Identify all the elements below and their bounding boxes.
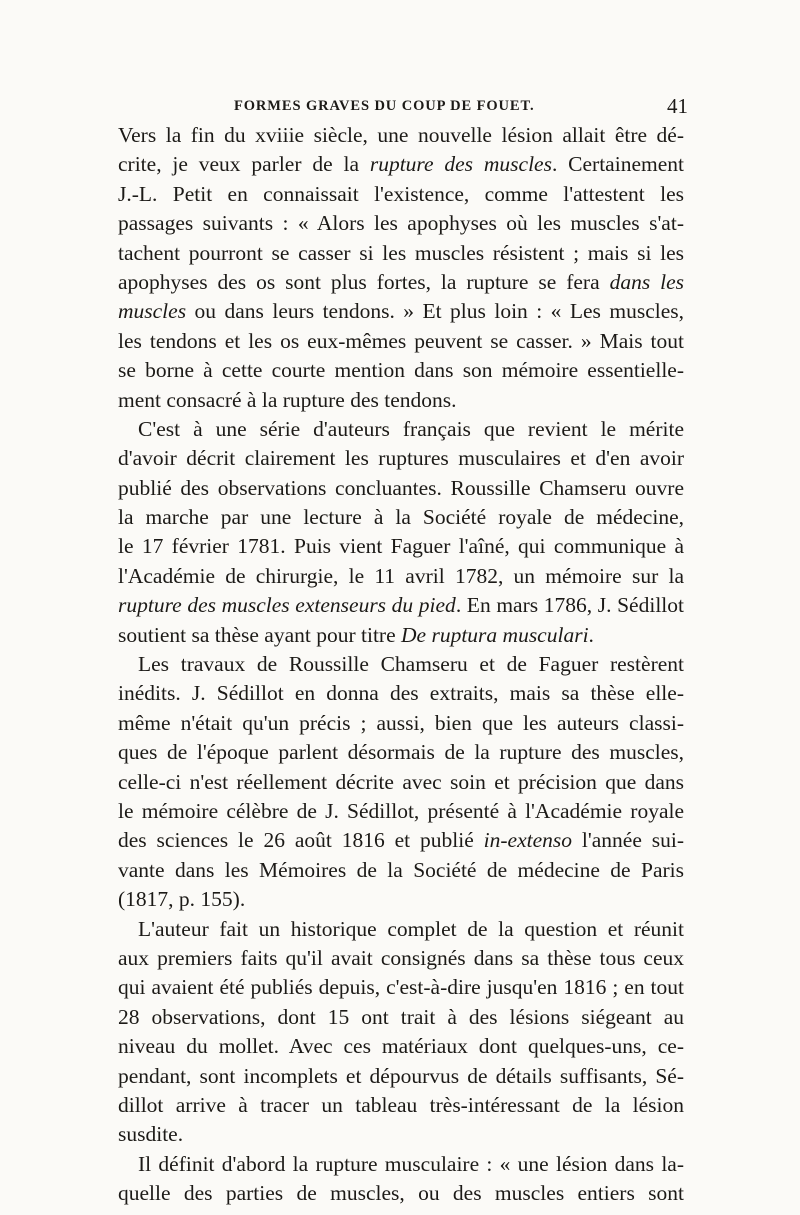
text-run: ou dans leurs tendons. » Et plus loin : « Les muscles,	[186, 299, 684, 324]
text-run: se borne à cette courte mention dans son mémoire essentielle-	[118, 358, 684, 383]
text-run: d'avoir décrit clairement les ruptures musculaires et d'en avoir	[118, 446, 684, 471]
text-run: crite, je veux parler de la	[118, 152, 370, 177]
text-line	[118, 356, 684, 385]
text-run: Vers la fin du xviiie siècle, une nouvelle lésion allait être dé-	[118, 123, 684, 147]
text-run: (1817, p. 155).	[118, 887, 246, 912]
text-run: 28 observations, dont 15 ont trait à des lésions siégeant au	[118, 1004, 684, 1029]
text-line	[118, 797, 684, 826]
text-run: Il définit d'abord la rupture musculaire : « une lésion dans la-	[138, 1151, 684, 1176]
text-run: Les travaux de Roussille Chamseru et de Faguer restèrent	[138, 652, 684, 677]
text-line	[118, 327, 684, 356]
text-run: ques de l'époque parlent désormais de la rupture des muscles,	[118, 740, 684, 765]
text-run: tachent pourront se casser si les muscles résistent ; mais si les	[118, 240, 684, 265]
text-run: l'Académie de chirurgie, le 11 avril 1782, un mémoire sur la	[118, 563, 684, 588]
text-run: . En mars 1786, J. Sédillot	[455, 593, 684, 618]
text-line	[118, 1003, 684, 1032]
text-run: L'auteur fait un historique complet de la question et réunit	[138, 916, 684, 941]
running-title: FORMES GRAVES DU COUP DE FOUET.	[234, 98, 535, 114]
text-line	[118, 738, 684, 767]
text-run: C'est à une série d'auteurs français que revient le mérite	[138, 416, 684, 441]
text-line	[118, 1032, 684, 1061]
text-run: publié des observations concluantes. Roussille Chamseru ouvre	[118, 475, 684, 500]
text-line	[118, 415, 684, 444]
italic-text: in-extenso	[483, 828, 572, 853]
text-run: le 17 février 1781. Puis vient Faguer l'aîné, qui communique à	[118, 534, 684, 559]
text-line	[118, 209, 684, 238]
text-run: qui avaient été publiés depuis, c'est-à-dire jusqu'en 1816 ; en tout	[118, 975, 684, 1000]
body-text	[118, 121, 684, 1208]
text-run: susdite.	[118, 1122, 184, 1147]
italic-text: rupture des muscles	[369, 152, 552, 177]
text-run: quelle des parties de muscles, ou des muscles entiers sont	[118, 1181, 684, 1206]
text-line	[118, 532, 684, 561]
italic-text: dans les	[609, 269, 684, 294]
text-line	[118, 944, 684, 973]
text-run: le mémoire célèbre de J. Sédillot, présenté à l'Académie royale	[118, 798, 684, 823]
text-run: niveau du mollet. Avec ces matériaux dont quelques-uns, ce-	[118, 1034, 684, 1059]
text-line	[118, 1150, 684, 1179]
text-line	[118, 1179, 684, 1208]
text-line	[118, 268, 684, 297]
italic-text: muscles	[118, 299, 187, 324]
text-run: inédits. J. Sédillot en donna des extraits, mais sa thèse elle-	[118, 681, 684, 706]
text-run: dillot arrive à tracer un tableau très-intéressant de la lésion	[118, 1092, 684, 1117]
text-line	[118, 1120, 684, 1149]
text-line	[118, 826, 684, 855]
text-line	[118, 562, 684, 591]
text-run: . Certainement	[551, 152, 684, 177]
text-line	[118, 885, 684, 914]
text-line	[118, 768, 684, 797]
page-number: 41	[667, 94, 688, 118]
running-head	[118, 94, 688, 120]
text-line	[118, 856, 684, 885]
text-line	[118, 180, 684, 209]
text-run: passages suivants : « Alors les apophyses où les muscles s'at-	[118, 211, 684, 236]
text-line	[118, 474, 684, 503]
text-line	[118, 1062, 684, 1091]
italic-text: De ruptura musculari	[401, 622, 589, 647]
text-run: l'année sui-	[572, 828, 684, 853]
text-run: soutient sa thèse ayant pour titre	[118, 622, 402, 647]
text-line	[118, 679, 684, 708]
text-run: vante dans les Mémoires de la Société de médecine de Paris	[118, 857, 684, 882]
text-run: la marche par une lecture à la Société royale de médecine,	[118, 505, 684, 530]
text-line	[118, 150, 684, 179]
text-line	[118, 709, 684, 738]
text-line	[118, 915, 684, 944]
text-run: .	[588, 622, 594, 647]
text-run: les tendons et les os eux-mêmes peuvent se casser. » Mais tout	[118, 328, 684, 353]
text-run: des sciences le 26 août 1816 et publié	[118, 828, 484, 853]
text-line	[118, 503, 684, 532]
text-run: pendant, sont incomplets et dépourvus de détails suffisants, Sé-	[118, 1063, 684, 1088]
text-line	[118, 973, 684, 1002]
text-line	[118, 386, 684, 415]
text-run: même n'était qu'un précis ; aussi, bien que les auteurs classi-	[118, 710, 684, 735]
text-line	[118, 121, 684, 150]
text-line	[118, 239, 684, 268]
text-line	[118, 297, 684, 326]
text-line	[118, 650, 684, 679]
text-line	[118, 621, 684, 650]
text-line	[118, 444, 684, 473]
text-run: celle-ci n'est réellement décrite avec soin et précision que dans	[118, 769, 684, 794]
text-line	[118, 591, 684, 620]
italic-text: rupture des muscles extenseurs du pied	[118, 593, 456, 618]
text-line	[118, 1091, 684, 1120]
text-run: apophyses des os sont plus fortes, la rupture se fera	[118, 269, 610, 294]
text-run: aux premiers faits qu'il avait consignés dans sa thèse tous ceux	[118, 945, 684, 970]
text-run: ment consacré à la rupture des tendons.	[118, 387, 457, 412]
text-run: J.-L. Petit en connaissait l'existence, comme l'attestent les	[118, 181, 684, 206]
